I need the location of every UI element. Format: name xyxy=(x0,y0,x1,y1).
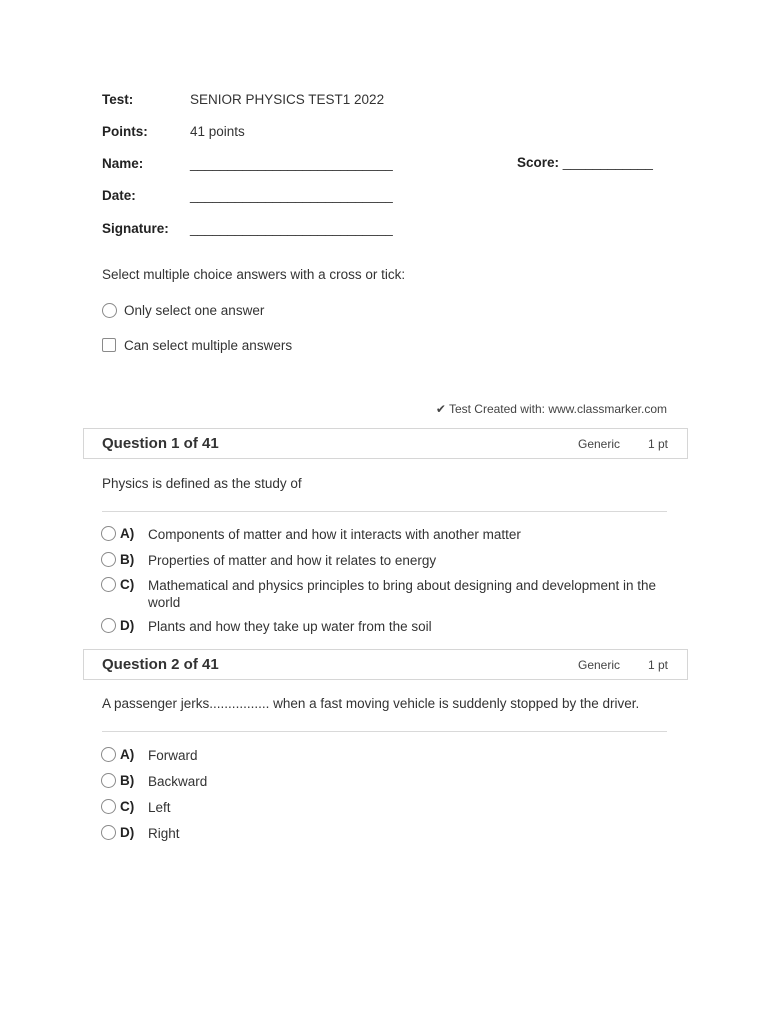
option-text: Plants and how they take up water from the soil xyxy=(148,619,432,634)
signature-label: Signature: xyxy=(102,221,169,236)
radio-circle-icon[interactable] xyxy=(101,825,116,840)
option-letter: C) xyxy=(120,577,135,592)
question-points: 1 pt xyxy=(647,437,668,451)
option-text: Mathematical and physics principles to bring about designing and development in the world xyxy=(148,578,657,610)
name-label: Name: xyxy=(102,156,144,171)
instructions-text: Select multiple choice answers with a cross or tick: xyxy=(102,267,406,282)
date-label: Date: xyxy=(102,188,136,203)
radio-circle-icon[interactable] xyxy=(101,577,116,592)
radio-circle-icon[interactable] xyxy=(101,747,116,762)
option-letter: C) xyxy=(120,799,135,814)
question-1-text: Physics is defined as the study of xyxy=(102,476,302,491)
option-letter: D) xyxy=(120,618,135,633)
option-letter: A) xyxy=(120,747,135,762)
option-text: Backward xyxy=(148,774,208,789)
question-category: Generic xyxy=(578,437,621,451)
question-points: 1 pt xyxy=(647,658,668,672)
radio-circle-icon[interactable] xyxy=(101,799,116,814)
question-1-header xyxy=(83,428,688,459)
option-letter: D) xyxy=(120,825,135,840)
radio-circle-icon[interactable] xyxy=(101,552,116,567)
points-label: Points: xyxy=(102,124,148,139)
option-text: Properties of matter and how it relates to energy xyxy=(148,553,437,568)
question-2-header xyxy=(83,649,688,680)
question-category: Generic xyxy=(578,658,621,672)
radio-circle-icon[interactable] xyxy=(101,773,116,788)
score-field xyxy=(517,155,653,170)
option-letter: A) xyxy=(120,526,135,541)
question-1-divider xyxy=(102,511,667,512)
name-blank: ___________________________ xyxy=(190,156,393,171)
option-text: Right xyxy=(148,826,180,841)
question-2-divider xyxy=(102,731,667,732)
question-title: Question 1 of 41 xyxy=(102,435,219,452)
test-title: SENIOR PHYSICS TEST1 2022 xyxy=(190,92,385,107)
score-blank: ____________ xyxy=(562,155,653,170)
checkbox-square-icon xyxy=(102,338,116,352)
test-label: Test: xyxy=(102,92,134,107)
score-label: Score: xyxy=(517,155,560,170)
question-2-text: A passenger jerks................ when a fast moving vehicle is suddenly stopped by the driver. xyxy=(102,696,640,711)
radio-circle-icon xyxy=(102,303,117,318)
option-text: Components of matter and how it interacts with another matter xyxy=(148,527,521,542)
legend-single-label: Only select one answer xyxy=(124,303,265,318)
option-letter: B) xyxy=(120,552,135,567)
check-icon: ✔ xyxy=(435,402,446,416)
legend-multiple-label: Can select multiple answers xyxy=(124,338,293,353)
question-title: Question 2 of 41 xyxy=(102,656,219,673)
option-text: Left xyxy=(148,800,171,815)
radio-circle-icon[interactable] xyxy=(101,618,116,633)
option-text: Forward xyxy=(148,748,198,763)
created-with xyxy=(436,402,667,416)
points-value: 41 points xyxy=(190,124,245,139)
option-letter: B) xyxy=(120,773,135,788)
created-with-text: Test Created with: www.classmarker.com xyxy=(448,402,667,416)
radio-circle-icon[interactable] xyxy=(101,526,116,541)
signature-blank: ___________________________ xyxy=(190,221,393,236)
date-blank: ___________________________ xyxy=(190,188,393,203)
